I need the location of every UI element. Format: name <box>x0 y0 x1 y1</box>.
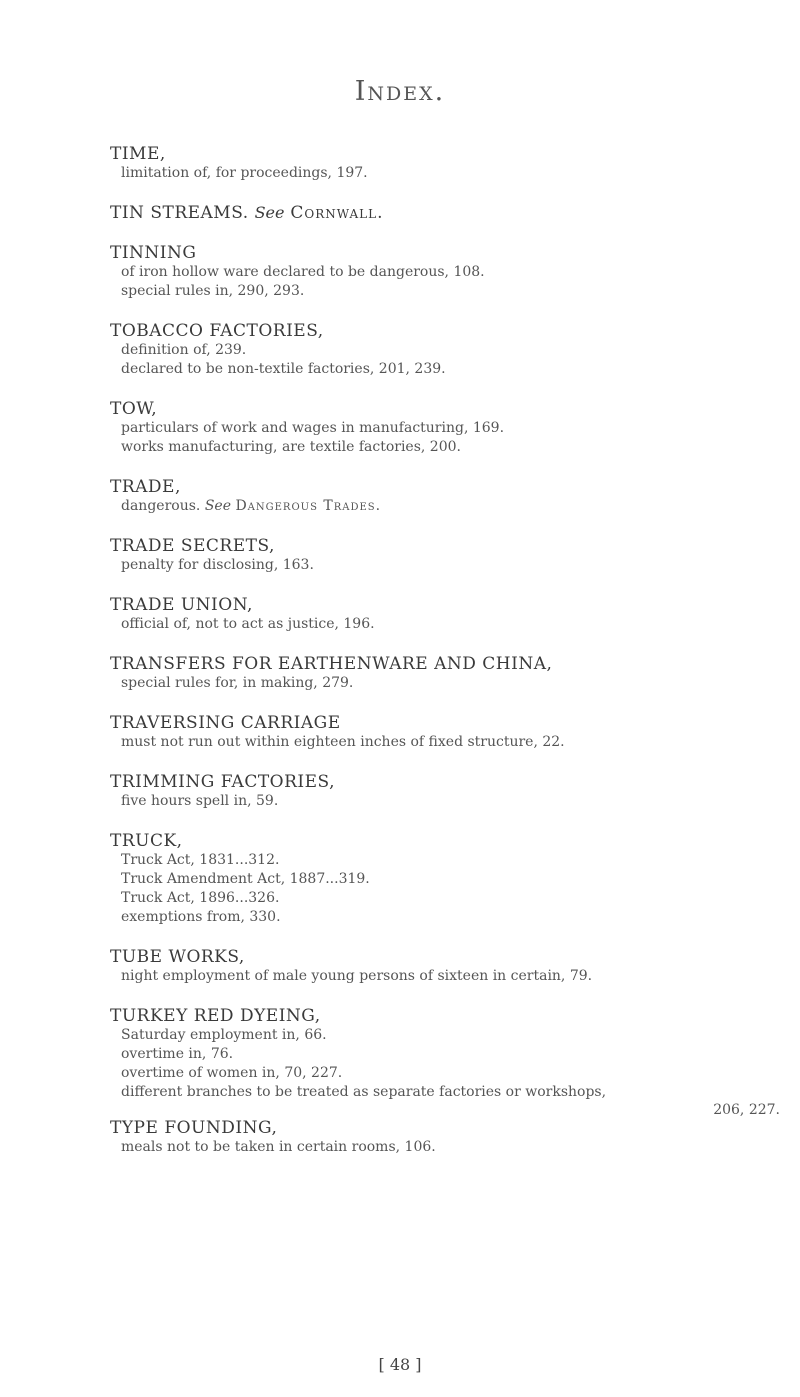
entry-subentry: limitation of, for proceedings, 197. <box>121 165 368 181</box>
index-entry <box>110 1006 780 1118</box>
index-entry <box>110 831 780 927</box>
index-entry <box>110 772 780 811</box>
index-entry <box>110 203 780 223</box>
page-number: [ 48 ] <box>378 1355 422 1374</box>
entry-term: TRIMMING FACTORIES, <box>110 772 335 792</box>
entry-subentry: special rules in, 290, 293. <box>121 283 305 299</box>
entry-subentry: Truck Amendment Act, 1887...319. <box>121 871 370 887</box>
entry-subentry: overtime in, 76. <box>121 1046 234 1062</box>
entry-subentry: works manufacturing, are textile factories, 200. <box>121 439 461 455</box>
index-entry <box>110 243 780 301</box>
index-entry <box>110 654 780 693</box>
index-entry <box>110 1118 780 1157</box>
entry-subentry: meals not to be taken in certain rooms, 106. <box>121 1139 436 1155</box>
entry-subentry: Truck Act, 1896...326. <box>121 890 280 906</box>
index-entry <box>110 144 780 183</box>
entry-subentry: official of, not to act as justice, 196. <box>121 616 375 632</box>
index-entry <box>110 399 780 457</box>
entry-term: TOW, <box>110 399 158 419</box>
entry-subentry: Saturday employment in, 66. <box>121 1027 327 1043</box>
index-entry <box>110 713 780 752</box>
index-entry <box>110 536 780 575</box>
entry-subentry: night employment of male young persons of sixteen in certain, 79. <box>121 968 593 984</box>
subentry-text: dangerous. <box>121 498 201 514</box>
entry-subentry: five hours spell in, 59. <box>121 793 279 809</box>
entry-term: TINNING <box>110 243 197 263</box>
see-reference: See <box>204 498 231 514</box>
entry-term: TRADE SECRETS, <box>110 536 275 556</box>
entry-term: TRADE, <box>110 477 181 497</box>
entry-term: TIN STREAMS. <box>110 203 249 223</box>
index-entry <box>110 477 780 516</box>
see-reference: See <box>254 203 285 222</box>
entry-term-line <box>110 203 780 223</box>
entry-subentry <box>110 497 780 516</box>
entry-term: TIME, <box>110 144 166 164</box>
entry-subentry: must not run out within eighteen inches of fixed structure, 22. <box>121 734 565 750</box>
index-entry <box>110 947 780 986</box>
entry-subentry: special rules for, in making, 279. <box>121 675 354 691</box>
entry-term: TRADE UNION, <box>110 595 253 615</box>
entry-subentry: definition of, 239. <box>121 342 247 358</box>
entry-subentry: exemptions from, 330. <box>121 909 281 925</box>
entry-term: TRANSFERS FOR EARTHENWARE AND CHINA, <box>110 654 553 674</box>
see-target: Dangerous Trades. <box>235 498 382 514</box>
see-target: Cornwall. <box>290 203 384 223</box>
entry-term: TYPE FOUNDING, <box>110 1118 278 1138</box>
entry-term: TOBACCO FACTORIES, <box>110 321 324 341</box>
entry-term: TRAVERSING CARRIAGE <box>110 713 341 733</box>
entry-subentry: Truck Act, 1831...312. <box>121 852 280 868</box>
entry-continuation: 206, 227. <box>713 1102 780 1118</box>
entry-subentry: overtime of women in, 70, 227. <box>121 1065 343 1081</box>
index-entry <box>110 321 780 379</box>
entry-term: TUBE WORKS, <box>110 947 245 967</box>
entry-subentry: particulars of work and wages in manufacturing, 169. <box>121 420 505 436</box>
index-body <box>110 144 780 1177</box>
entry-subentry: declared to be non-textile factories, 201, 239. <box>121 361 446 377</box>
entry-term: TRUCK, <box>110 831 183 851</box>
entry-term: TURKEY RED DYEING, <box>110 1006 321 1026</box>
index-entry <box>110 595 780 634</box>
entry-subentry: penalty for disclosing, 163. <box>121 557 314 573</box>
page-header: Index. <box>354 76 446 107</box>
entry-subentry: of iron hollow ware declared to be dangerous, 108. <box>121 264 485 280</box>
entry-subentry: different branches to be treated as separate factories or workshops, <box>121 1084 607 1100</box>
